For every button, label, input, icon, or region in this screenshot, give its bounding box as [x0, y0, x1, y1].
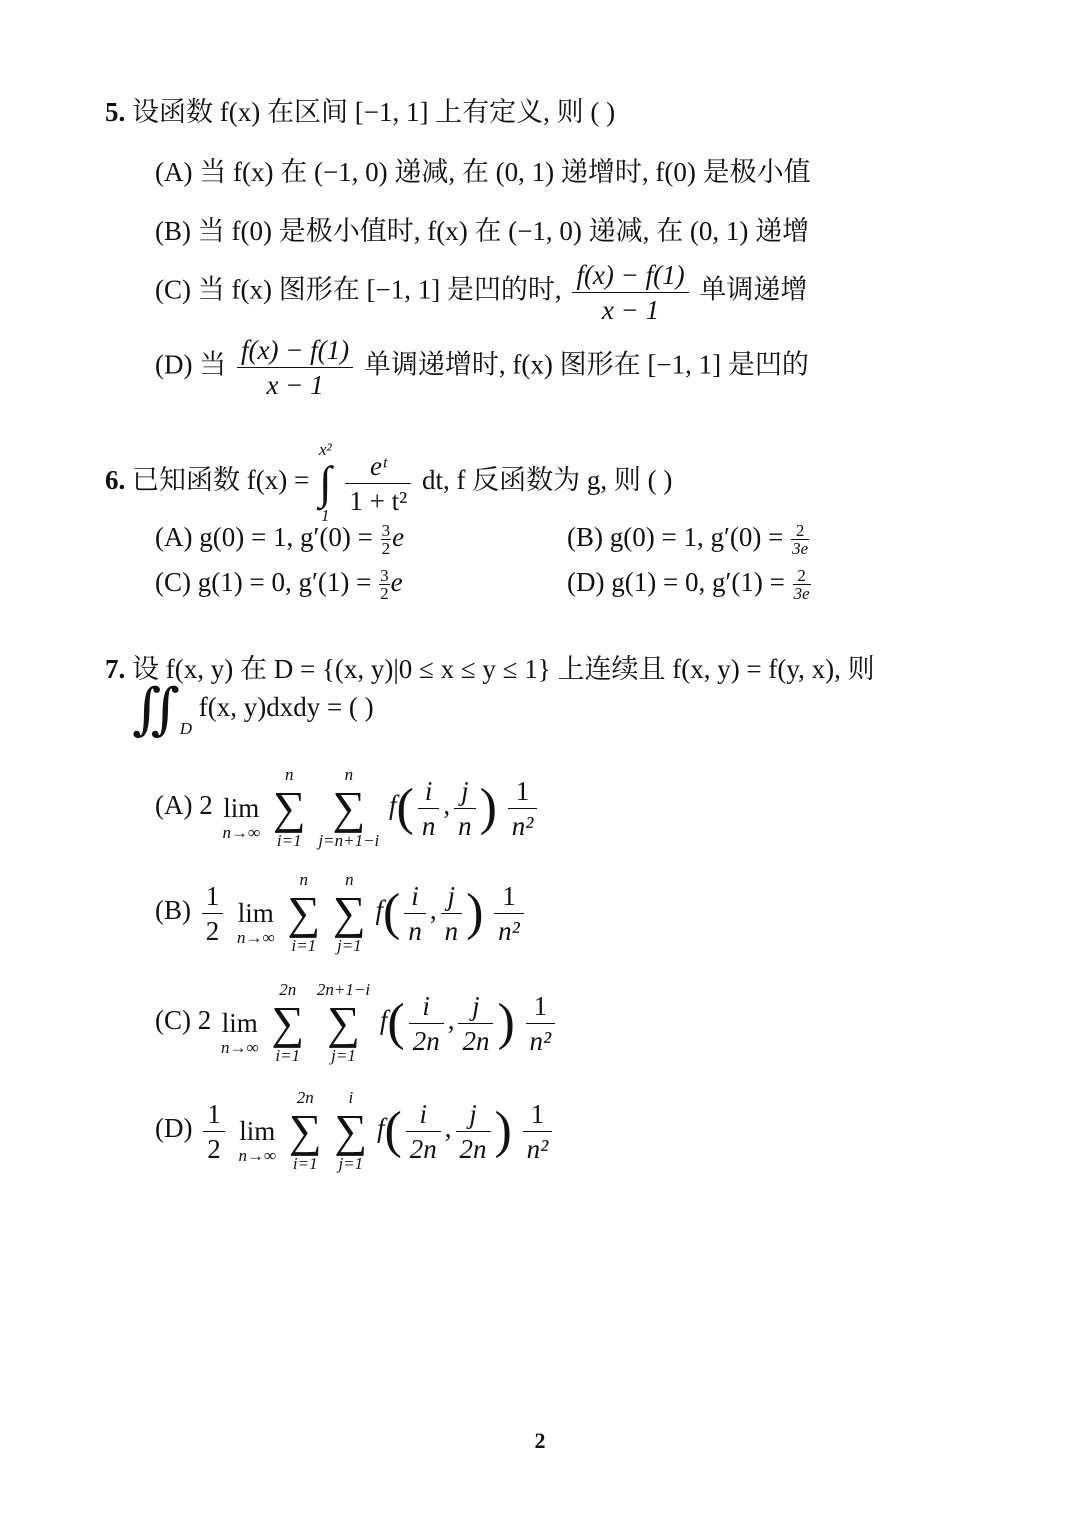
integral [319, 440, 332, 526]
sum-lower: j=1 [331, 1046, 356, 1065]
fraction-denominator: n [408, 915, 422, 946]
double-integral-domain: D [179, 719, 192, 738]
small-fraction-denominator: 2 [380, 584, 389, 604]
sum-upper: i [348, 1088, 354, 1107]
fraction [572, 258, 688, 327]
fraction-numerator: 1 [523, 1097, 553, 1132]
fraction [237, 333, 353, 402]
limit-subscript: n→∞ [221, 1038, 259, 1057]
fraction-denominator: n² [511, 810, 534, 841]
fraction-denominator: x − 1 [266, 370, 324, 400]
fraction-numerator: 1 [203, 1097, 225, 1132]
fraction-i [406, 1097, 441, 1166]
small-fraction [791, 522, 809, 557]
q7-number: 7. [105, 654, 126, 684]
q5-option-d [155, 333, 809, 402]
q7-stem-line2 [132, 678, 374, 750]
option-coefficient [202, 879, 224, 948]
option-coefficient: 2 [197, 1005, 212, 1036]
left-paren: ( [396, 779, 414, 836]
option-label: (A) [155, 522, 193, 552]
small-fraction [793, 567, 811, 602]
function-f: f [376, 1113, 385, 1144]
limit-word: lim [223, 793, 260, 823]
fraction-numerator: i [409, 989, 444, 1024]
sum-sign: ∑ [272, 782, 306, 833]
fraction-numerator: i [418, 774, 440, 809]
fraction-denominator: 2 [205, 915, 220, 946]
limit-word: lim [239, 1116, 276, 1146]
sum-lower: i=1 [291, 936, 317, 955]
q7-stem-line2-text: f(x, y)dxdy = ( ) [198, 692, 374, 722]
function-f: f [375, 895, 383, 926]
integrand-numerator: eᵗ [345, 449, 411, 484]
fraction-denominator: 2n [412, 1025, 440, 1056]
option-text: g(0) = 1, g′(0) = [199, 522, 373, 552]
right-paren: ) [497, 994, 515, 1051]
option-label: (A) [155, 790, 193, 821]
q5-number: 5. [105, 97, 126, 127]
sum-upper: n [345, 870, 354, 889]
option-text: g(0) = 1, g′(0) = [609, 522, 784, 552]
fraction-i [418, 774, 440, 843]
option-label: (D) [155, 349, 193, 380]
sum-outer [273, 765, 306, 851]
sum-upper: 2n [279, 980, 297, 999]
sum-lower: i=1 [275, 1046, 301, 1065]
option-text: 当 [199, 349, 227, 380]
limit-word: lim [221, 1008, 258, 1038]
left-paren: ( [384, 1102, 402, 1159]
option-label: (C) [155, 1005, 191, 1036]
fraction-numerator: 1 [494, 879, 524, 914]
integral-sign: ∫ [318, 457, 332, 508]
limit [222, 773, 260, 843]
fraction-denominator: n² [526, 1133, 549, 1164]
sum-upper: n [344, 765, 354, 784]
q5-option-a [155, 155, 811, 189]
sum-lower: i=1 [276, 831, 302, 850]
fraction-denominator: n [458, 810, 472, 841]
function-f: f [379, 1005, 388, 1036]
fraction-j [458, 989, 493, 1058]
sum-upper: n [299, 870, 309, 889]
fraction-n-squared [526, 989, 556, 1058]
option-label: (A) [155, 157, 193, 187]
sum-inner [317, 980, 370, 1066]
sum-inner [333, 870, 366, 956]
right-paren: ) [494, 1102, 512, 1159]
fraction-numerator: f(x) − f(1) [237, 333, 353, 368]
limit [237, 878, 275, 948]
sum-inner [334, 1088, 367, 1174]
integral-lower-limit: 1 [321, 506, 330, 525]
option-text-after: 单调递增时, f(x) 图形在 [−1, 1] 是凹的 [363, 349, 809, 380]
q5-stem: 设函数 f(x) 在区间 [−1, 1] 上有定义, 则 ( ) [132, 97, 616, 127]
q5-stem-line [105, 95, 615, 129]
small-fraction-denominator: 2 [381, 539, 391, 559]
fraction-j [456, 1097, 491, 1166]
sum-inner [318, 765, 379, 851]
fraction-n-squared [494, 879, 524, 948]
integrand-fraction [345, 449, 411, 518]
option-label: (D) [567, 567, 605, 597]
small-fraction-numerator: 3 [380, 566, 389, 586]
left-paren: ( [382, 884, 401, 941]
small-fraction-numerator: 3 [381, 521, 391, 541]
option-text: g(1) = 0, g′(1) = [197, 567, 372, 597]
fraction-denominator: 2n [409, 1133, 437, 1164]
sum-lower: i=1 [292, 1154, 318, 1173]
q6-option-d [567, 565, 812, 602]
option-label: (C) [155, 567, 191, 597]
fraction-i [409, 989, 444, 1058]
sum-upper: 2n [296, 1088, 314, 1107]
sum-sign: ∑ [332, 782, 366, 833]
small-fraction [381, 522, 392, 557]
sum-lower: j=1 [336, 936, 362, 955]
option-suffix: e [390, 567, 403, 597]
double-integral-sign: ∬ [132, 678, 180, 741]
q6-number: 6. [105, 465, 126, 496]
q7-stem-line1-text: 设 f(x, y) 在 D = {(x, y)|0 ≤ x ≤ y ≤ 1} 上连续且 f(x, y) = f(y, x), 则 [132, 654, 875, 684]
limit-subscript: n→∞ [237, 928, 275, 947]
left-paren: ( [387, 994, 405, 1051]
integral-upper-limit: x² [318, 440, 332, 459]
option-text: g(1) = 0, g′(1) = [611, 567, 785, 597]
fraction-numerator: i [404, 879, 426, 914]
q6-stem-line [105, 440, 672, 526]
q7-stem-line1 [105, 652, 875, 686]
limit-subscript: n→∞ [222, 823, 261, 842]
limit-subscript: n→∞ [238, 1146, 277, 1165]
small-fraction-denominator: 3e [793, 584, 810, 604]
option-coefficient: 2 [199, 790, 213, 821]
sum-lower: j=n+1−i [318, 831, 380, 850]
limit-word: lim [237, 898, 274, 928]
option-text: 当 f(x) 在 (−1, 0) 递减, 在 (0, 1) 递增时, f(0) 是极小值 [199, 157, 811, 187]
small-fraction [379, 567, 390, 602]
q5-option-b [155, 214, 809, 248]
q7-option-c: (C) 2 lim n→∞ 2n ∑ i=1 2n+1−i ∑ j=1 f( $\frac{i}{2n}$ , $\frac{j}{2n}$ ) $\frac{1}{\text{n²}}$ [155, 980, 559, 1060]
fraction-denominator: 2n [462, 1025, 490, 1056]
fraction-numerator: i [406, 1097, 441, 1132]
fraction-i [404, 879, 426, 948]
sum-outer [287, 870, 320, 956]
sum-sign: ∑ [288, 1105, 322, 1156]
page-number: 2 [534, 1428, 546, 1453]
sum-sign: ∑ [327, 997, 360, 1048]
option-label: (B) [155, 216, 191, 246]
option-label: (D) [155, 1113, 193, 1144]
fraction-n-squared [508, 774, 538, 843]
fraction-denominator: x − 1 [601, 295, 660, 325]
fraction-n-squared [523, 1097, 553, 1166]
q7-option-b: (B) $\frac{1}{2}$ lim n→∞ n ∑ i=1 n ∑ j=1 f( $\frac{i}{n}$ , $\frac{j}{n}$ ) $\frac{1}{\text{n²}}$ [155, 870, 528, 950]
sum-upper: n [285, 765, 294, 784]
option-coefficient [203, 1097, 225, 1166]
fraction-denominator: 2 [207, 1133, 221, 1164]
q5-option-c [155, 258, 807, 327]
integrand-denominator: 1 + t² [349, 485, 408, 516]
small-fraction-numerator: 2 [793, 567, 811, 585]
right-paren: ) [466, 884, 484, 941]
fraction-numerator: j [441, 879, 463, 914]
q6-option-b [567, 520, 810, 557]
q7-option-d: (D) $\frac{1}{2}$ lim n→∞ 2n ∑ i=1 i ∑ j=1 f( $\frac{i}{2n}$ , $\frac{j}{2n}$ ) $\frac{1}{\text{n²}}$ [155, 1088, 556, 1168]
option-text-after: 单调递增 [699, 274, 808, 305]
option-suffix: e [392, 522, 405, 552]
q6-stem-before: 已知函数 f(x) = [132, 465, 310, 496]
sum-outer [289, 1088, 322, 1174]
sum-sign: ∑ [287, 887, 321, 938]
fraction-numerator: j [456, 1097, 491, 1132]
sum-upper: 2n+1−i [316, 980, 371, 999]
option-label: (C) [155, 274, 191, 305]
fraction-denominator: n² [529, 1025, 552, 1056]
sum-sign: ∑ [332, 887, 366, 938]
function-f: f [389, 790, 397, 821]
option-label: (B) [567, 522, 603, 552]
q6-option-a [155, 520, 404, 557]
fraction-numerator: 1 [508, 774, 538, 809]
option-label: (B) [155, 895, 191, 926]
q6-stem-after: dt, f 反函数为 g, 则 ( ) [421, 465, 673, 496]
fraction-numerator: j [458, 989, 493, 1024]
sum-outer [271, 980, 304, 1066]
q7-option-a: (A) 2 lim n→∞ n ∑ i=1 n ∑ j=n+1−i f( $\frac{i}{n}$ , $\frac{j}{n}$ ) $\frac{1}{\text{n²}}$ [155, 765, 541, 845]
sum-sign: ∑ [271, 997, 305, 1048]
fraction-j [454, 774, 476, 843]
sum-lower: j=1 [338, 1154, 364, 1173]
small-fraction-numerator: 2 [791, 522, 809, 540]
fraction-j [441, 879, 463, 948]
fraction-numerator: 1 [202, 879, 224, 914]
q6-option-c [155, 565, 403, 602]
option-text: 当 f(0) 是极小值时, f(x) 在 (−1, 0) 递减, 在 (0, 1) 递增 [197, 216, 810, 246]
right-paren: ) [479, 779, 497, 836]
fraction-denominator: n² [498, 915, 520, 946]
fraction-denominator: n [421, 810, 436, 841]
fraction-numerator: f(x) − f(1) [572, 258, 688, 293]
fraction-denominator: n [444, 915, 459, 946]
sum-sign: ∑ [334, 1105, 368, 1156]
option-text: 当 f(x) 图形在 [−1, 1] 是凹的时, [197, 274, 562, 305]
limit [238, 1096, 276, 1166]
fraction-denominator: 2n [459, 1133, 487, 1164]
limit [221, 988, 259, 1058]
fraction-numerator: 1 [526, 989, 556, 1024]
fraction-numerator: j [454, 774, 476, 809]
small-fraction-denominator: 3e [792, 539, 809, 559]
